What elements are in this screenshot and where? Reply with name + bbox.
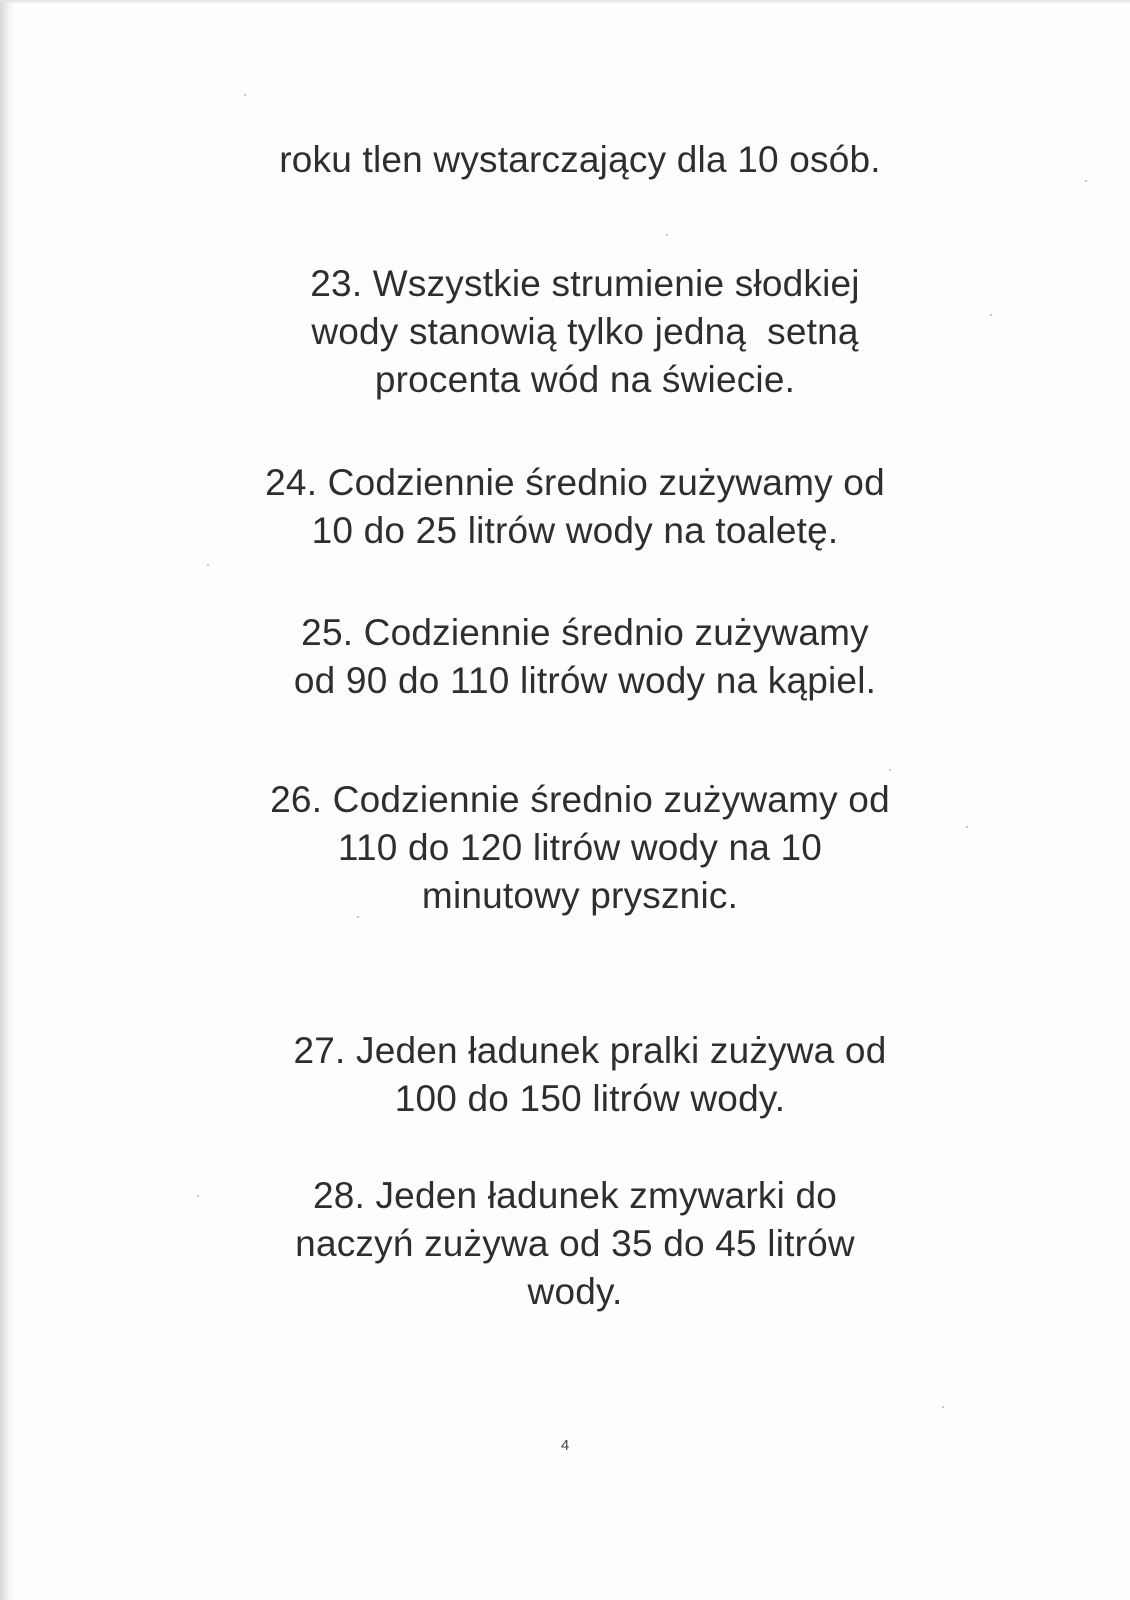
- text-line: 27. Jeden ładunek pralki zużywa od: [293, 1030, 887, 1071]
- text-line: roku tlen wystarczający dla 10 osób.: [279, 139, 881, 180]
- scan-shadow-left: [0, 0, 14, 1600]
- scan-speck: [197, 1195, 199, 1197]
- scan-shadow-top: [0, 0, 1130, 4]
- scan-speck: [889, 769, 891, 771]
- fact-23-paragraph: [225, 260, 945, 404]
- text-line: wody.: [527, 1271, 623, 1312]
- text-line: procenta wód na świecie.: [374, 359, 796, 400]
- text-line: 10 do 25 litrów wody na toaletę.: [311, 510, 839, 551]
- text-line: 28. Jeden ładunek zmywarki do: [312, 1175, 838, 1216]
- text-line: 26. Codziennie średnio zużywamy od: [270, 779, 890, 820]
- scan-speck: [1085, 180, 1087, 182]
- scan-speck: [990, 314, 992, 316]
- text-line: od 90 do 110 litrów wody na kąpiel.: [293, 660, 877, 701]
- text-line: 24. Codziennie średnio zużywamy od: [265, 462, 885, 503]
- fact-25-paragraph: [195, 609, 975, 705]
- text-line: 25. Codziennie średnio zużywamy: [301, 612, 869, 653]
- text-line: 100 do 150 litrów wody.: [394, 1078, 786, 1119]
- scan-speck: [942, 1406, 944, 1408]
- text-line: wody stanowią tylko jedną setną: [311, 311, 859, 352]
- text-line: minutowy prysznic.: [421, 875, 739, 916]
- text-line: 23. Wszystkie strumienie słodkiej: [310, 263, 860, 304]
- fact-27-paragraph: [195, 1027, 985, 1123]
- page-number: 4: [560, 1437, 570, 1454]
- fact-28-paragraph: [200, 1172, 950, 1316]
- scan-speck: [207, 564, 209, 566]
- scan-speck: [666, 234, 668, 236]
- intro-fragment-paragraph: [190, 136, 970, 184]
- fact-24-paragraph: [180, 459, 970, 555]
- text-line: naczyń zużywa od 35 do 45 litrów: [295, 1223, 855, 1264]
- scan-speck: [966, 826, 968, 828]
- scan-speck: [244, 94, 246, 96]
- fact-26-paragraph: [180, 776, 980, 920]
- scan-speck: [357, 916, 359, 918]
- text-line: 110 do 120 litrów wody na 10: [337, 827, 823, 868]
